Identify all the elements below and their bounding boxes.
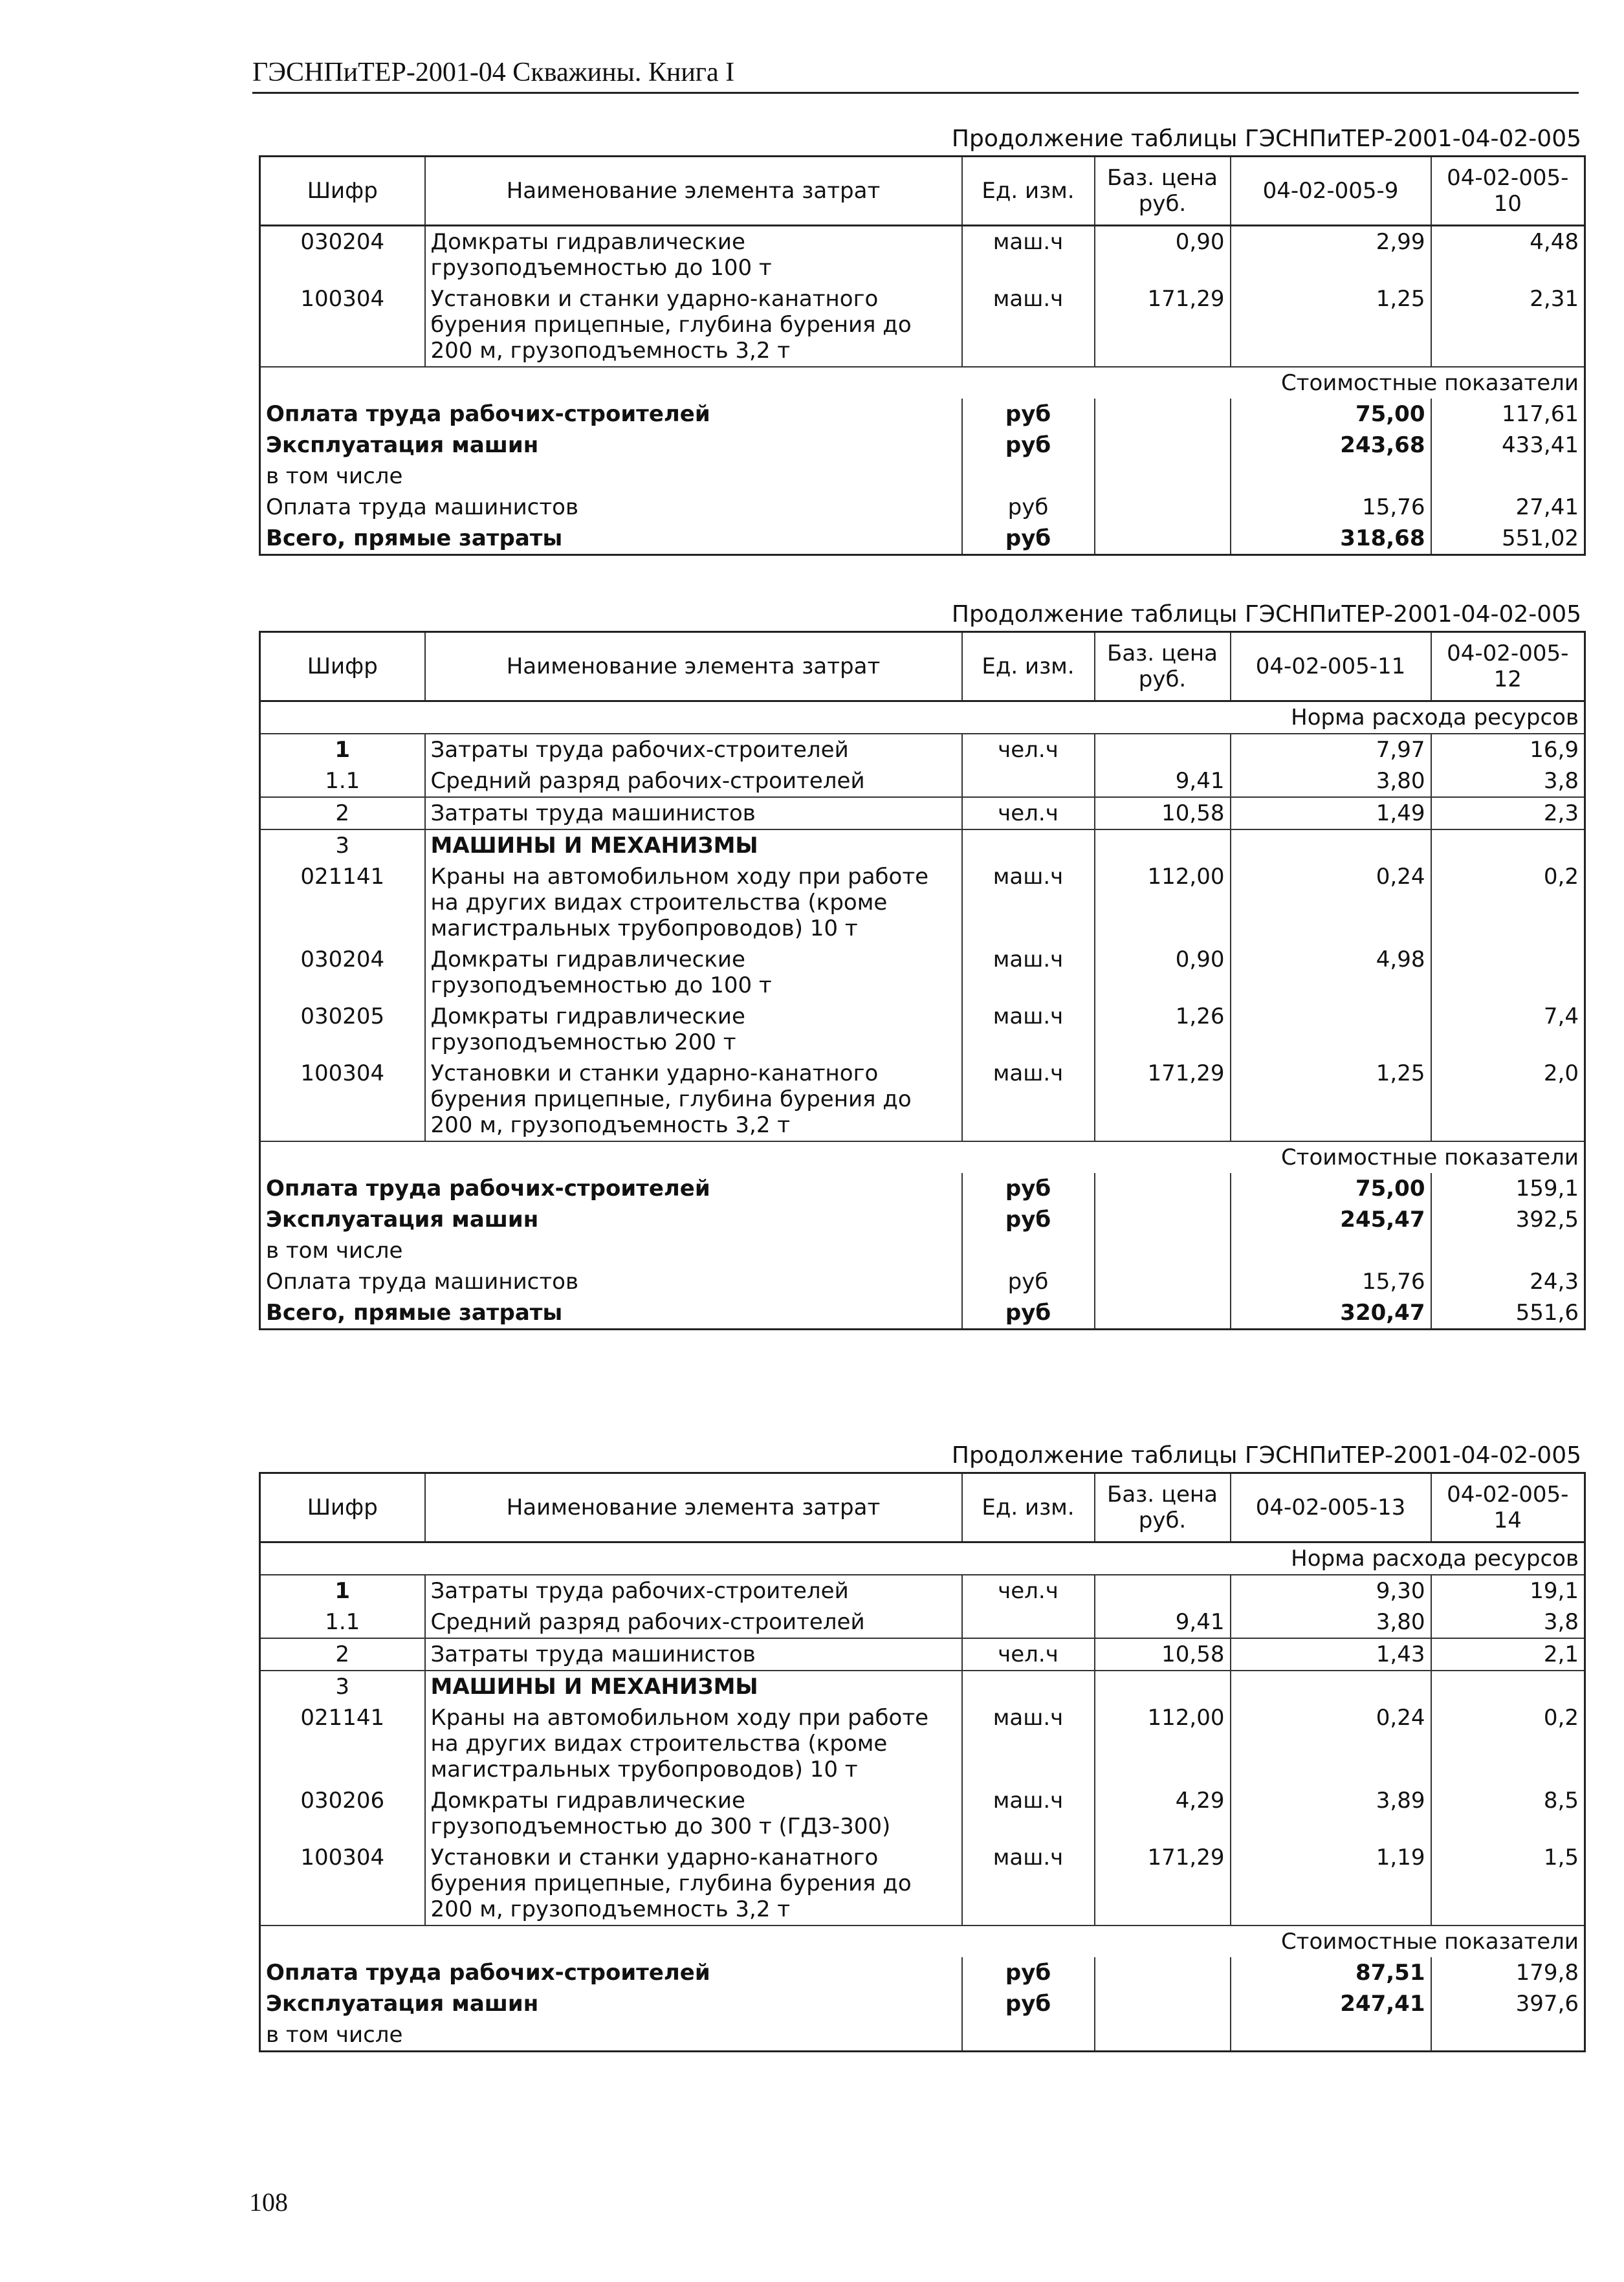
cost-base-price	[1095, 492, 1231, 523]
page-number: 108	[249, 2188, 288, 2217]
cost-unit: руб	[962, 399, 1095, 430]
cost-base-price	[1095, 399, 1231, 430]
row-value-1: 1,43	[1231, 1638, 1431, 1671]
column-header: Наименование элемента затрат	[425, 1473, 962, 1542]
row-code: 030204	[300, 229, 385, 255]
estimate-table-2	[259, 598, 1584, 1330]
row-value-1: 0,24	[1231, 1702, 1431, 1785]
row-value-2: 2,1	[1431, 1638, 1585, 1671]
cost-row	[260, 1297, 1585, 1330]
norm-section-label: Норма расхода ресурсов	[260, 701, 1585, 734]
cost-value-1: 15,76	[1231, 492, 1431, 523]
row-code: 030205	[300, 1004, 385, 1029]
row-code: 1.1	[325, 1609, 360, 1635]
row-name: Затраты труда рабочих-строителей	[425, 1575, 962, 1607]
row-code: 1	[260, 1575, 425, 1607]
column-header: Баз. цена руб.	[1095, 1473, 1231, 1542]
row-code: 100304	[300, 1845, 385, 1871]
estimate-table	[259, 1472, 1586, 2052]
row-base-price: 171,29	[1095, 1058, 1231, 1141]
row-value-2: 2,3	[1431, 797, 1585, 829]
cost-value-1: 247,41	[1231, 1988, 1431, 2019]
row-name: Средний разряд рабочих-строителей	[425, 765, 962, 797]
cost-section-label: Стоимостные показатели	[260, 367, 1585, 399]
row-unit: маш.ч	[962, 226, 1095, 284]
row-value-1: 3,80	[1231, 1607, 1431, 1638]
table-row	[260, 765, 1585, 797]
table-row	[260, 1671, 1585, 1702]
row-name: Средний разряд рабочих-строителей	[425, 1607, 962, 1638]
estimate-table	[259, 631, 1586, 1330]
row-value-1: 1,25	[1231, 1058, 1431, 1141]
cost-row	[260, 2019, 1585, 2052]
cost-label: Оплата труда рабочих-строителей	[266, 401, 710, 427]
cost-base-price	[1095, 1988, 1231, 2019]
column-header: Шифр	[260, 632, 425, 701]
cost-value-2: 24,3	[1431, 1266, 1585, 1297]
cost-row	[260, 399, 1585, 430]
cost-label: Всего, прямые затраты	[266, 1300, 563, 1326]
cost-row	[260, 1266, 1585, 1297]
row-unit	[962, 765, 1095, 797]
row-base-price: 112,00	[1095, 861, 1231, 944]
row-name: Затраты труда рабочих-строителей	[425, 734, 962, 765]
row-value-1: 1,49	[1231, 797, 1431, 829]
row-base-price: 1,26	[1095, 1001, 1231, 1058]
column-header: Ед. изм.	[962, 1473, 1095, 1542]
column-header: Баз. цена руб.	[1095, 632, 1231, 701]
cost-value-2	[1431, 2019, 1585, 2052]
cost-value-1: 318,68	[1231, 523, 1431, 555]
cost-section-label: Стоимостные показатели	[260, 1925, 1585, 1957]
column-header: 04-02-005-9	[1231, 157, 1431, 226]
row-code: 1	[260, 734, 425, 765]
row-base-price: 9,41	[1095, 1607, 1231, 1638]
row-unit: чел.ч	[962, 734, 1095, 765]
cost-unit	[962, 461, 1095, 492]
row-name: МАШИНЫ И МЕХАНИЗМЫ	[425, 829, 962, 861]
row-value-1: 1,19	[1231, 1842, 1431, 1925]
cost-base-price	[1095, 1957, 1231, 1988]
cost-value-2	[1431, 461, 1585, 492]
row-value-2: 16,9	[1431, 734, 1585, 765]
cost-row	[260, 1957, 1585, 1988]
cost-value-1	[1231, 1235, 1431, 1266]
cost-value-1: 87,51	[1231, 1957, 1431, 1988]
cost-label: Оплата труда рабочих-строителей	[266, 1176, 710, 1201]
cost-row	[260, 1988, 1585, 2019]
table-row	[260, 861, 1585, 944]
table-row	[260, 1575, 1585, 1607]
row-name: Краны на автомобильном ходу при работе на других видах строительства (кроме магистральных трубопроводов) 10 т	[425, 861, 962, 944]
row-unit: маш.ч	[962, 944, 1095, 1001]
column-header: 04-02-005-10	[1431, 157, 1585, 226]
cost-base-price	[1095, 461, 1231, 492]
row-unit: маш.ч	[962, 1001, 1095, 1058]
row-value-2: 4,48	[1431, 226, 1585, 284]
row-value-1	[1231, 1001, 1431, 1058]
row-unit: маш.ч	[962, 1702, 1095, 1785]
row-base-price: 10,58	[1095, 1638, 1231, 1671]
row-code: 030204	[300, 947, 385, 972]
row-name: Установки и станки ударно-канатного бурения прицепные, глубина бурения до 200 м, грузоподъемность 3,2 т	[425, 1058, 962, 1141]
cost-value-2: 159,1	[1431, 1173, 1585, 1204]
row-value-1	[1231, 829, 1431, 861]
cost-label: Оплата труда машинистов	[266, 1269, 579, 1295]
cost-section-label: Стоимостные показатели	[260, 1141, 1585, 1173]
cost-row	[260, 1235, 1585, 1266]
cost-value-1: 75,00	[1231, 399, 1431, 430]
row-code: 100304	[300, 1060, 385, 1086]
cost-unit: руб	[962, 1988, 1095, 2019]
table-caption: Продолжение таблицы ГЭСНПиТЕР-2001-04-02-005	[951, 601, 1581, 628]
row-code: 021141	[300, 864, 385, 890]
cost-base-price	[1095, 1266, 1231, 1297]
row-name: Домкраты гидравлические грузоподъемностью до 100 т	[425, 944, 962, 1001]
cost-label: Оплата труда рабочих-строителей	[266, 1960, 710, 1986]
cost-value-2: 551,02	[1431, 523, 1585, 555]
row-value-1: 3,80	[1231, 765, 1431, 797]
row-value-1: 2,99	[1231, 226, 1431, 284]
row-unit: чел.ч	[962, 797, 1095, 829]
row-unit: маш.ч	[962, 1785, 1095, 1842]
cost-value-2: 392,5	[1431, 1204, 1585, 1235]
row-unit: маш.ч	[962, 861, 1095, 944]
row-value-1: 1,25	[1231, 283, 1431, 367]
row-unit	[962, 1671, 1095, 1702]
cost-base-price	[1095, 1173, 1231, 1204]
row-value-2: 1,5	[1431, 1842, 1585, 1925]
cost-row	[260, 1204, 1585, 1235]
cost-unit: руб	[962, 1266, 1095, 1297]
row-value-2: 19,1	[1431, 1575, 1585, 1607]
cost-row	[260, 461, 1585, 492]
row-value-1	[1231, 1671, 1431, 1702]
cost-value-1	[1231, 461, 1431, 492]
cost-value-2: 117,61	[1431, 399, 1585, 430]
table-row	[260, 1702, 1585, 1785]
row-name: Затраты труда машинистов	[425, 1638, 962, 1671]
row-value-2: 7,4	[1431, 1001, 1585, 1058]
row-name: Домкраты гидравлические грузоподъемностью 200 т	[425, 1001, 962, 1058]
column-header: 04-02-005-13	[1231, 1473, 1431, 1542]
cost-unit	[962, 1235, 1095, 1266]
cost-label: в том числе	[266, 2022, 403, 2048]
row-base-price: 171,29	[1095, 283, 1231, 367]
row-base-price: 112,00	[1095, 1702, 1231, 1785]
cost-unit	[962, 2019, 1095, 2052]
row-unit: маш.ч	[962, 1058, 1095, 1141]
row-code: 021141	[300, 1705, 385, 1731]
cost-base-price	[1095, 2019, 1231, 2052]
row-value-2: 2,0	[1431, 1058, 1585, 1141]
cost-value-2	[1431, 1235, 1585, 1266]
row-value-1: 3,89	[1231, 1785, 1431, 1842]
cost-value-2: 27,41	[1431, 492, 1585, 523]
row-base-price: 10,58	[1095, 797, 1231, 829]
cost-value-1: 75,00	[1231, 1173, 1431, 1204]
table-row	[260, 226, 1585, 284]
row-name: Краны на автомобильном ходу при работе на других видах строительства (кроме магистральных трубопроводов) 10 т	[425, 1702, 962, 1785]
table-row	[260, 734, 1585, 765]
row-value-2: 8,5	[1431, 1785, 1585, 1842]
table-row	[260, 1058, 1585, 1141]
row-unit: маш.ч	[962, 283, 1095, 367]
column-header: Наименование элемента затрат	[425, 157, 962, 226]
table-row	[260, 1785, 1585, 1842]
row-code: 2	[260, 1638, 425, 1671]
row-name: Домкраты гидравлические грузоподъемностью до 100 т	[425, 226, 962, 284]
cost-unit: руб	[962, 430, 1095, 461]
row-value-2	[1431, 1671, 1585, 1702]
row-base-price: 171,29	[1095, 1842, 1231, 1925]
row-unit: маш.ч	[962, 1842, 1095, 1925]
row-code: 030206	[300, 1788, 385, 1814]
table-row	[260, 1001, 1585, 1058]
cost-value-1: 245,47	[1231, 1204, 1431, 1235]
cost-base-price	[1095, 523, 1231, 555]
row-name: Домкраты гидравлические грузоподъемностью до 300 т (ГДЗ-300)	[425, 1785, 962, 1842]
cost-value-2: 433,41	[1431, 430, 1585, 461]
column-header: 04-02-005-14	[1431, 1473, 1585, 1542]
cost-label: Всего, прямые затраты	[266, 525, 563, 551]
row-name: Установки и станки ударно-канатного бурения прицепные, глубина бурения до 200 м, грузоподъемность 3,2 т	[425, 1842, 962, 1925]
table-row	[260, 283, 1585, 367]
row-value-2: 3,8	[1431, 1607, 1585, 1638]
cost-unit: руб	[962, 1957, 1095, 1988]
table-row	[260, 1638, 1585, 1671]
row-code: 1.1	[325, 768, 360, 794]
row-unit: чел.ч	[962, 1638, 1095, 1671]
cost-label: Эксплуатация машин	[266, 432, 539, 458]
cost-value-2: 179,8	[1431, 1957, 1585, 1988]
row-unit	[962, 829, 1095, 861]
row-code: 2	[260, 797, 425, 829]
cost-row	[260, 523, 1585, 555]
table-row	[260, 1607, 1585, 1638]
row-code: 100304	[300, 286, 385, 312]
row-base-price	[1095, 734, 1231, 765]
estimate-table-1	[259, 123, 1584, 556]
table-row	[260, 797, 1585, 829]
estimate-table	[259, 155, 1586, 556]
table-row	[260, 944, 1585, 1001]
row-unit: чел.ч	[962, 1575, 1095, 1607]
column-header: Шифр	[260, 157, 425, 226]
row-base-price	[1095, 1671, 1231, 1702]
cost-label: Оплата труда машинистов	[266, 494, 579, 520]
column-header: 04-02-005-12	[1431, 632, 1585, 701]
cost-value-1: 243,68	[1231, 430, 1431, 461]
norm-section-label: Норма расхода ресурсов	[260, 1542, 1585, 1575]
column-header: Ед. изм.	[962, 157, 1095, 226]
row-base-price: 0,90	[1095, 944, 1231, 1001]
cost-label: в том числе	[266, 463, 403, 489]
cost-base-price	[1095, 1204, 1231, 1235]
row-value-2: 0,2	[1431, 1702, 1585, 1785]
row-value-2: 0,2	[1431, 861, 1585, 944]
cost-row	[260, 492, 1585, 523]
row-name: Затраты труда машинистов	[425, 797, 962, 829]
estimate-table-3	[259, 1440, 1584, 2052]
row-value-2: 3,8	[1431, 765, 1585, 797]
column-header: Наименование элемента затрат	[425, 632, 962, 701]
row-base-price: 9,41	[1095, 765, 1231, 797]
row-value-2	[1431, 829, 1585, 861]
cost-value-2: 397,6	[1431, 1988, 1585, 2019]
row-code: 3	[260, 829, 425, 861]
row-base-price: 0,90	[1095, 226, 1231, 284]
cost-unit: руб	[962, 492, 1095, 523]
row-value-1: 9,30	[1231, 1575, 1431, 1607]
cost-value-1	[1231, 2019, 1431, 2052]
column-header: Шифр	[260, 1473, 425, 1542]
row-base-price	[1095, 829, 1231, 861]
cost-unit: руб	[962, 1204, 1095, 1235]
table-row	[260, 829, 1585, 861]
row-name: МАШИНЫ И МЕХАНИЗМЫ	[425, 1671, 962, 1702]
row-code: 3	[260, 1671, 425, 1702]
cost-label: в том числе	[266, 1238, 403, 1264]
cost-row	[260, 1173, 1585, 1204]
cost-base-price	[1095, 1235, 1231, 1266]
cost-unit: руб	[962, 1173, 1095, 1204]
cost-base-price	[1095, 1297, 1231, 1330]
cost-value-2: 551,6	[1431, 1297, 1585, 1330]
row-value-1: 0,24	[1231, 861, 1431, 944]
cost-label: Эксплуатация машин	[266, 1991, 539, 2017]
row-value-2	[1431, 944, 1585, 1001]
column-header: 04-02-005-11	[1231, 632, 1431, 701]
table-row	[260, 1842, 1585, 1925]
row-value-1: 7,97	[1231, 734, 1431, 765]
row-unit	[962, 1607, 1095, 1638]
row-base-price: 4,29	[1095, 1785, 1231, 1842]
cost-label: Эксплуатация машин	[266, 1207, 539, 1233]
row-base-price	[1095, 1575, 1231, 1607]
column-header: Ед. изм.	[962, 632, 1095, 701]
cost-base-price	[1095, 430, 1231, 461]
cost-unit: руб	[962, 523, 1095, 555]
table-caption: Продолжение таблицы ГЭСНПиТЕР-2001-04-02-005	[951, 1442, 1581, 1469]
cost-value-1: 15,76	[1231, 1266, 1431, 1297]
table-caption: Продолжение таблицы ГЭСНПиТЕР-2001-04-02-005	[951, 126, 1581, 152]
row-name: Установки и станки ударно-канатного бурения прицепные, глубина бурения до 200 м, грузоподъемность 3,2 т	[425, 283, 962, 367]
column-header: Баз. цена руб.	[1095, 157, 1231, 226]
page-header: ГЭСНПиТЕР-2001-04 Скважины. Книга I	[252, 57, 1579, 94]
cost-value-1: 320,47	[1231, 1297, 1431, 1330]
cost-unit: руб	[962, 1297, 1095, 1330]
row-value-1: 4,98	[1231, 944, 1431, 1001]
cost-row	[260, 430, 1585, 461]
row-value-2: 2,31	[1431, 283, 1585, 367]
